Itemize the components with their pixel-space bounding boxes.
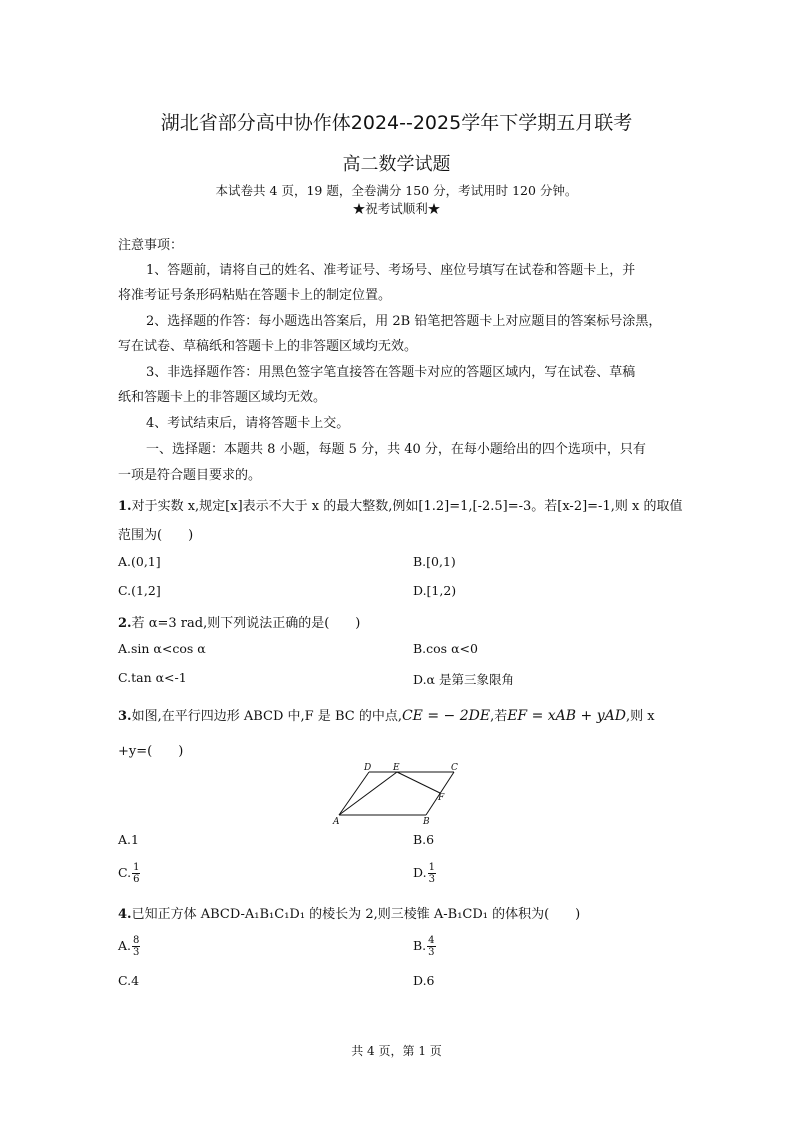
label-e: E [393, 763, 400, 773]
fraction-denominator: 3 [428, 874, 435, 885]
question-2-option-b: B.cos α<0 [413, 641, 478, 656]
question-4-text: 已知正方体 ABCD-A₁B₁C₁D₁ 的棱长为 2,则三棱锥 A-B₁CD₁ 的体积为( ) [131, 907, 581, 922]
note-2-line-1: 2、选择题的作答：每小题选出答案后，用 2B 铅笔把答题卡上对应题目的答案标号涂黑， [146, 314, 662, 329]
question-2-option-a: A.sin α<cos α [118, 641, 206, 656]
question-1-line-1: 对于实数 x,规定[x]表示不大于 x 的最大整数,例如[1.2]=1,[-2.5]=-3。若[x-2]=-1,则 x 的取值 [131, 499, 683, 514]
question-4-option-b-prefix: B. [413, 938, 427, 953]
question-4-option-a [118, 935, 140, 958]
question-3-text-c: ,则 x [625, 709, 655, 724]
question-1-option-d: D.[1,2) [413, 583, 457, 598]
question-2-option-d: D.α 是第三象限角 [413, 672, 514, 687]
question-4-option-b [413, 935, 436, 958]
fraction-numerator: 1 [428, 862, 435, 873]
fraction-numerator: 4 [428, 935, 435, 946]
note-3-line-1: 3、非选择题作答：用黑色签字笔直接答在答题卡对应的答题区域内，写在试卷、草稿 [146, 365, 636, 380]
page-footer: 共 4 页，第 1 页 [351, 1044, 442, 1058]
label-a: A [333, 817, 340, 826]
section-1-line-2: 一项是符合题目要求的。 [118, 468, 262, 483]
question-3-vector-eq-1: CE = − 2DE [401, 708, 491, 724]
question-3-option-c-prefix: C. [118, 865, 132, 880]
exam-info: 本试卷共 4 页，19 题，全卷满分 150 分，考试用时 120 分钟。 [215, 183, 578, 198]
label-c: C [451, 763, 458, 773]
question-1-line-2: 范围为( ) [118, 528, 194, 543]
question-4-option-a-prefix: A. [118, 938, 132, 953]
question-3-text-b: ,若 [490, 709, 508, 724]
question-3-option-d-fraction [428, 862, 436, 885]
question-3-stem [118, 705, 655, 724]
note-3-line-2: 纸和答题卡上的非答题区域均无效。 [118, 390, 327, 405]
fraction-numerator: 1 [133, 862, 140, 873]
question-4-option-a-fraction [132, 935, 140, 958]
note-1-line-2: 将准考证号条形码粘贴在答题卡上的制定位置。 [118, 288, 392, 303]
question-3-option-d [413, 862, 436, 885]
label-b: B [423, 817, 430, 826]
fraction-numerator: 8 [133, 935, 140, 946]
question-4-number: 4. [118, 907, 132, 922]
question-1-stem [118, 495, 682, 514]
question-4-option-c: C.4 [118, 973, 140, 988]
exam-wish: ★祝考试顺利★ [352, 201, 441, 216]
fraction-denominator: 6 [133, 874, 140, 885]
parallelogram-figure [330, 762, 464, 826]
notes-heading: 注意事项： [118, 238, 184, 253]
question-4-stem [118, 903, 580, 922]
segment-ae [339, 772, 397, 815]
fraction-denominator: 3 [133, 947, 140, 958]
question-3-option-d-prefix: D. [413, 865, 427, 880]
question-3-line-2: +y=( ) [118, 744, 184, 759]
question-2-stem [118, 612, 360, 631]
question-2-option-c: C.tan α<-1 [118, 670, 187, 685]
note-1-line-1: 1、答题前，请将自己的姓名、准考证号、考场号、座位号填写在试卷和答题卡上，并 [146, 263, 636, 278]
segment-ef [397, 772, 440, 793]
note-2-line-2: 写在试卷、草稿纸和答题卡上的非答题区域均无效。 [118, 339, 418, 354]
question-3-vector-eq-2: EF = xAB + yAD [507, 708, 626, 724]
question-2-number: 2. [118, 616, 132, 631]
question-1-option-a: A.(0,1] [118, 554, 161, 569]
question-3-option-b: B.6 [413, 832, 435, 847]
question-2-text: 若 α=3 rad,则下列说法正确的是( ) [131, 616, 361, 631]
segment-da [339, 772, 369, 815]
label-d: D [364, 763, 372, 773]
note-4: 4、考试结束后，请将答题卡上交。 [146, 416, 350, 431]
question-3-text-a: 如图,在平行四边形 ABCD 中,F 是 BC 的中点, [131, 709, 402, 724]
question-3-option-a: A.1 [118, 832, 139, 847]
question-3-option-c [118, 862, 140, 885]
question-4-option-b-fraction [427, 935, 435, 958]
fraction-denominator: 3 [428, 947, 435, 958]
question-1-option-b: B.[0,1) [413, 554, 456, 569]
label-f: F [438, 793, 445, 803]
section-1-line-1: 一、选择题：本题共 8 小题，每题 5 分，共 40 分，在每小题给出的四个选项中，只有 [146, 442, 646, 457]
question-3-number: 3. [118, 709, 132, 724]
question-4-option-d: D.6 [413, 973, 435, 988]
exam-subtitle: 高二数学试题 [342, 154, 451, 175]
question-1-option-c: C.(1,2] [118, 583, 161, 598]
exam-title: 湖北省部分高中协作体2024--2025学年下学期五月联考 [160, 112, 633, 134]
question-3-option-c-fraction [132, 862, 140, 885]
question-1-number: 1. [118, 499, 132, 514]
